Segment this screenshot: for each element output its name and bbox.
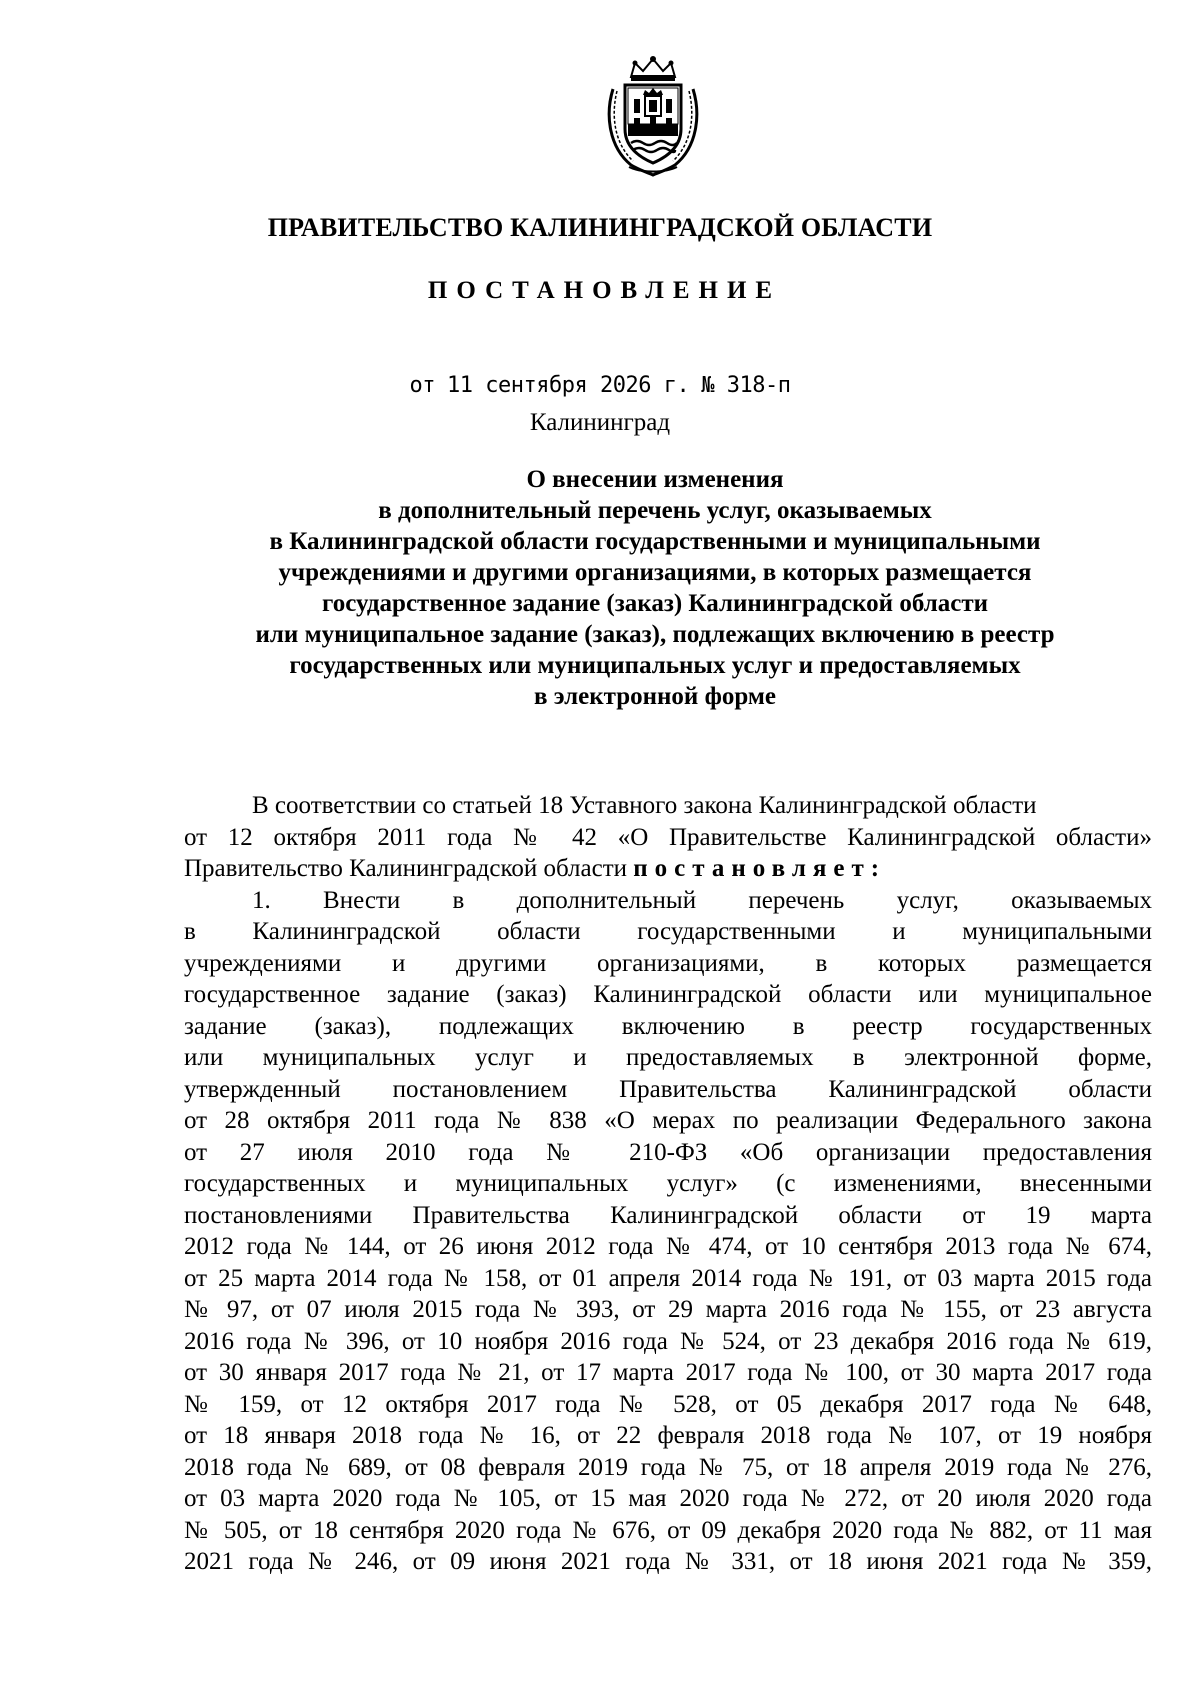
item-line: 2016 года № 396, от 10 ноября 2016 года № 524, от 23 декабря 2016 года № 619, [184,1327,1152,1355]
subject-line: О внесении изменения [526,466,784,493]
item-line: 2018 года № 689, от 08 февраля 2019 года № 75, от 18 апреля 2019 года № 276, [184,1453,1152,1481]
item-line: утвержденный постановлением Правительства Калининградской области [184,1075,1152,1103]
kaliningrad-coat-of-arms-icon [601,55,705,177]
item-line: 1. Внести в дополнительный перечень услуг, оказываемых [252,886,1152,914]
subject-line: государственных или муниципальных услуг и предоставляемых [289,652,1021,679]
item-line: № 97, от 07 июля 2015 года № 393, от 29 марта 2016 года № 155, от 23 августа [184,1296,1152,1323]
item-line: от 27 июля 2010 года № 210-ФЗ «Об организации предоставления [184,1138,1152,1166]
preamble-line: В соответствии со статьей 18 Уставного закона Калининградской области [252,792,1037,819]
subject-line: в Калининградской области государственными и муниципальными [269,528,1041,555]
item-line: № 159, от 12 октября 2017 года № 528, от 05 декабря 2017 года № 648, [184,1390,1152,1418]
document-type-heading: ПОСТАНОВЛЕНИЕ [427,277,782,304]
item-line: 2021 года № 246, от 09 июня 2021 года № 331, от 18 июня 2021 года № 359, [184,1548,1152,1575]
item-line: задание (заказ), подлежащих включению в реестр государственных [184,1012,1152,1040]
decides-keyword: постановляет: [633,855,887,882]
item-line: № 505, от 18 сентября 2020 года № 676, от 09 декабря 2020 года № 882, от 11 мая [184,1516,1152,1544]
document-date: 11 сентября 2026 г. [447,373,690,398]
preamble-line: от 12 октября 2011 года № 42 «О Правительстве Калининградской области» [184,823,1152,851]
item-line: 2012 года № 144, от 26 июня 2012 года № 474, от 10 сентября 2013 года № 674, [184,1233,1152,1260]
item-line: от 18 января 2018 года № 16, от 22 февраля 2018 года № 107, от 19 ноября [184,1422,1152,1449]
item-line: учреждениями и другими организациями, в которых размещается [184,949,1152,977]
document-number: № 318-п [701,373,791,398]
subject-line: или муниципальное задание (заказ), подлежащих включению в реестр [255,621,1055,648]
item-line: или муниципальных услуг и предоставляемых в электронной форме, [184,1044,1152,1071]
subject-line: учреждениями и другими организациями, в которых размещается [278,559,1032,586]
subject-line: в дополнительный перечень услуг, оказываемых [378,497,932,524]
item-line: государственных и муниципальных услуг» (с изменениями, внесенными [184,1170,1152,1197]
item-line: государственное задание (заказ) Калининградской области или муниципальное [184,981,1152,1008]
government-title: ПРАВИТЕЛЬСТВО КАЛИНИНГРАДСКОЙ ОБЛАСТИ [267,213,933,242]
item-line: постановлениями Правительства Калининградской области от 19 марта [184,1201,1152,1229]
item-line: от 30 января 2017 года № 21, от 17 марта 2017 года № 100, от 30 марта 2017 года [184,1359,1152,1386]
item-line: от 28 октября 2011 года № 838 «О мерах по реализации Федерального закона [184,1107,1152,1134]
date-prefix: от [409,373,436,398]
preamble-line [184,853,1152,885]
document-subject [170,464,1140,712]
document-body [184,790,1152,1578]
item-line: от 25 марта 2014 года № 158, от 01 апреля 2014 года № 191, от 03 марта 2015 года [184,1264,1152,1292]
subject-line: государственное задание (заказ) Калининградской области [321,590,989,617]
preamble-government: Правительство Калининградской области [184,855,628,882]
item-line: в Калининградской области государственными и муниципальными [184,918,1152,945]
date-number-line [0,373,1200,398]
document-city: Калининград [529,409,671,436]
subject-line: в электронной форме [533,683,777,710]
item-line: от 03 марта 2020 года № 105, от 15 мая 2020 года № 272, от 20 июля 2020 года [184,1485,1152,1512]
